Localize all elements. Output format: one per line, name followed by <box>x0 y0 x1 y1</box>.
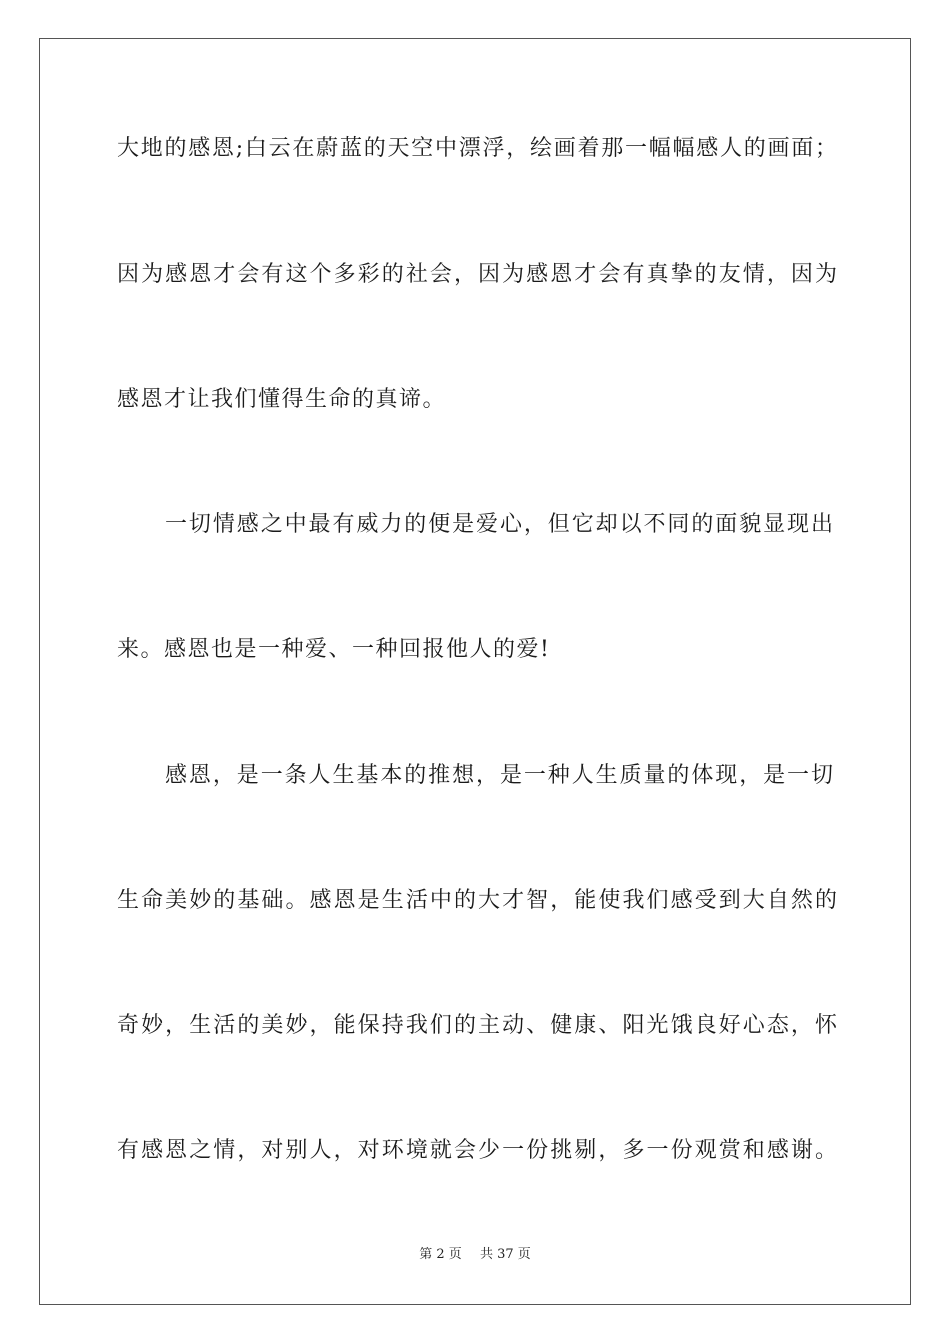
paragraph-line: 有感恩之情，对别人，对环境就会少一份挑剔，多一份观赏和感谢。 <box>117 1138 837 1163</box>
paragraph-line: 来。感恩也是一种爱、一种回报他人的爱! <box>117 637 551 662</box>
paragraph-line: 一切情感之中最有威力的便是爱心，但它却以不同的面貌显现出 <box>165 512 833 537</box>
page-footer <box>0 1246 950 1264</box>
page-number: 第 2 页 <box>419 1247 462 1262</box>
paragraph-line: 因为感恩才会有这个多彩的社会，因为感恩才会有真挚的友情，因为 <box>117 262 837 287</box>
paragraph-line: 大地的感恩;白云在蔚蓝的天空中漂浮，绘画着那一幅幅感人的画面； <box>117 136 837 161</box>
paragraph-line: 生命美妙的基础。感恩是生活中的大才智，能使我们感受到大自然的 <box>117 888 837 913</box>
paragraph-line: 奇妙，生活的美妙，能保持我们的主动、健康、阳光饿良好心态，怀 <box>117 1013 837 1038</box>
paragraph-line: 感恩才让我们懂得生命的真谛。 <box>117 387 447 412</box>
page-total: 共 37 页 <box>479 1247 531 1262</box>
page-frame <box>39 38 911 1305</box>
paragraph-line: 感恩，是一条人生基本的推想，是一种人生质量的体现，是一切 <box>165 763 833 788</box>
